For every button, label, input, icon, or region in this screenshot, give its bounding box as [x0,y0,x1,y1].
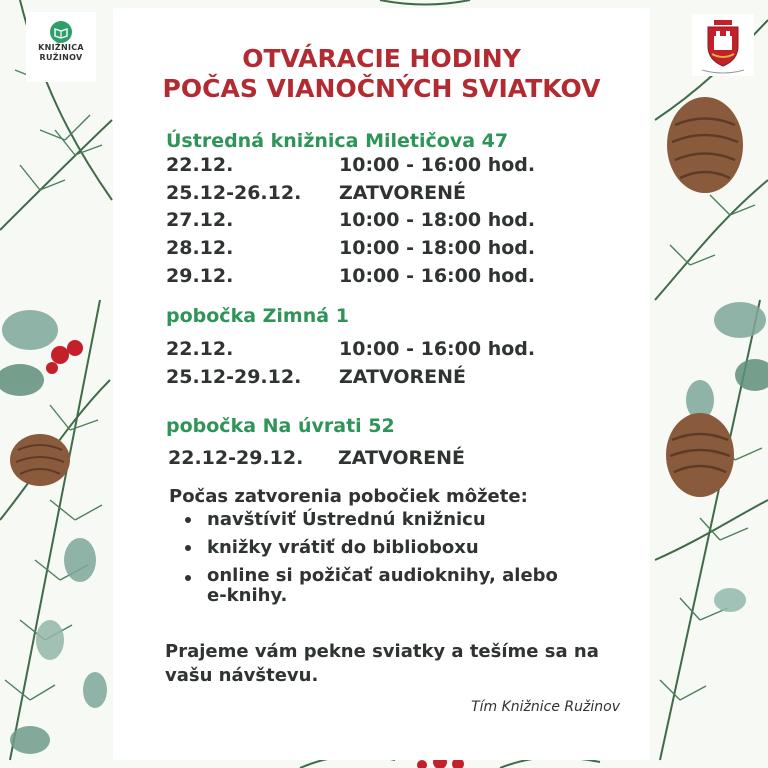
schedule-row [166,364,636,390]
row-hours: 10:00 - 16:00 hod. [339,265,536,287]
schedule-row [166,336,636,362]
row-hours: 10:00 - 18:00 hod. [339,209,536,231]
bullet-icon [185,575,191,581]
signature: Tím Knižnice Ružinov [471,699,620,715]
row-date: 22.12. [166,338,234,360]
logo-text-line2: RUŽINOV [39,53,83,62]
schedule-row [166,207,636,233]
logo-text-line1: KNIŽNICA [38,43,84,52]
row-hours: ZATVORENÉ [339,182,466,204]
left-pinecone [10,434,70,486]
row-hours: 10:00 - 16:00 hod. [339,338,536,360]
list-item [185,538,567,558]
row-date: 28.12. [166,237,234,259]
row-hours: 10:00 - 16:00 hod. [339,154,536,176]
library-logo [26,12,96,82]
row-hours: ZATVORENÉ [339,366,466,388]
schedule-row [166,263,636,289]
closure-options-list [185,510,567,614]
right-pinecone-top [667,97,743,193]
right-pinecone-bottom [666,413,734,497]
section-heading-branch-na-uvrati: pobočka Na úvrati 52 [166,415,395,437]
list-item-text: online si požičať audioknihy, alebo e-knihy. [207,565,558,606]
schedule-row [166,180,636,206]
section-heading-branch-zimna: pobočka Zimná 1 [166,305,349,327]
row-hours: 10:00 - 18:00 hod. [339,237,536,259]
book-icon [50,21,72,43]
left-eucalyptus-leaves [0,310,107,754]
schedule-row [166,152,636,178]
schedule-row [166,445,636,471]
row-date: 25.12-29.12. [166,366,302,388]
schedule-row [166,235,636,261]
row-date: 22.12. [166,154,234,176]
schedule-card [113,8,650,760]
bullet-icon [185,545,191,551]
list-item [185,510,567,530]
list-item-text: navštíviť Ústrednú knižnicu [207,509,486,530]
closing-message: Prajeme vám pekne sviatky a tešíme sa na vašu návštevu. [165,641,599,686]
closure-notice-title: Počas zatvorenia pobočiek môžete: [169,486,528,507]
list-item [185,566,567,606]
bullet-icon [185,517,191,523]
page-title [113,44,650,104]
title-line-2: POČAS VIANOČNÝCH SVIATKOV [162,74,601,103]
title-line-1: OTVÁRACIE HODINY [242,44,521,73]
coat-of-arms-icon [692,14,754,76]
row-hours: ZATVORENÉ [338,447,465,469]
district-logo [692,14,754,76]
row-date: 29.12. [166,265,234,287]
row-date: 22.12-29.12. [168,447,304,469]
row-date: 25.12-26.12. [166,182,302,204]
row-date: 27.12. [166,209,234,231]
left-berries [46,340,83,374]
list-item-text: knižky vrátiť do biblioboxu [207,537,479,558]
section-heading-main-library: Ústredná knižnica Miletičova 47 [166,130,509,152]
